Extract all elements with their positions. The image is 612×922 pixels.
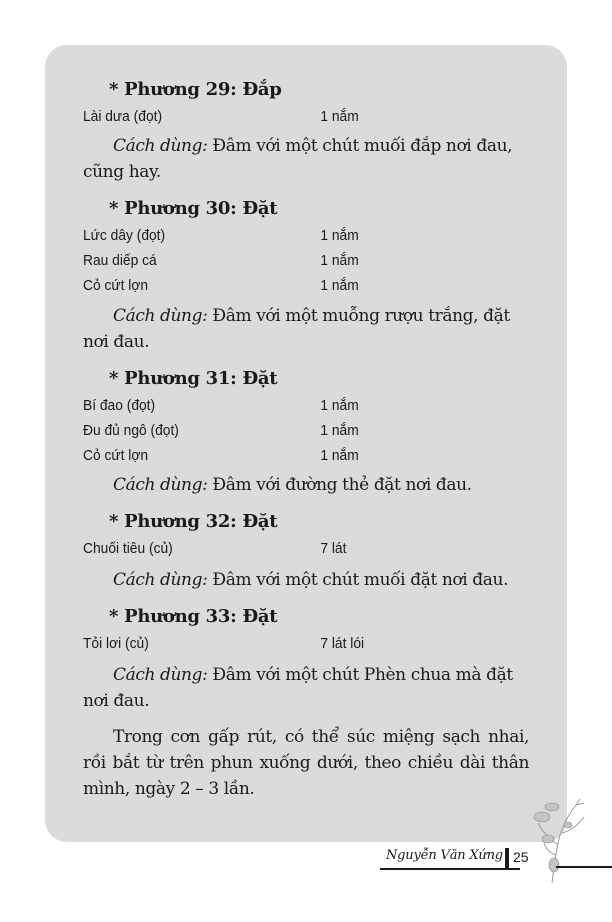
footer-separator	[505, 848, 509, 868]
remedy-33	[83, 603, 529, 714]
usage-label: Cách dùng:	[113, 665, 208, 685]
usage-paragraph: Cách dùng: Đâm với một chút muối đắp nơi đau, cũng hay.	[83, 136, 513, 182]
bullet-star-icon: *	[109, 368, 119, 389]
ingredient-qty: 1 nắm	[320, 447, 359, 464]
remedy-heading: * Phương 29: Đắp	[109, 79, 282, 100]
ingredient-name: Đu đủ ngô (đọt)	[83, 422, 179, 439]
remedy-heading: * Phương 31: Đặt	[109, 368, 278, 389]
ingredient-row	[83, 104, 493, 129]
remedy-30	[83, 195, 529, 355]
usage-paragraph: Cách dùng: Đâm với một chút Phèn chua mà đặt nơi đau.	[83, 665, 513, 711]
page-content	[83, 76, 529, 802]
ingredient-name: Lài dưa (đọt)	[83, 108, 163, 125]
usage-paragraph: Cách dùng: Đâm với một chút muối đặt nơi đau.	[113, 570, 509, 590]
ingredient-name: Tỏi lơi (củ)	[83, 635, 149, 652]
ingredient-row	[83, 536, 493, 561]
usage-label: Cách dùng:	[113, 306, 208, 326]
remedy-31	[83, 365, 529, 498]
ingredient-qty: 1 nắm	[320, 397, 359, 414]
footer-rule-left	[380, 868, 520, 870]
ingredient-name: Cỏ cứt lợn	[83, 277, 149, 294]
ingredient-row	[83, 223, 493, 248]
bullet-star-icon: *	[109, 606, 119, 627]
flower-sketch-icon	[528, 795, 588, 885]
bullet-star-icon: *	[109, 198, 119, 219]
ingredient-qty: 1 nắm	[320, 108, 359, 125]
bullet-star-icon: *	[109, 79, 119, 100]
ingredient-qty: 1 nắm	[320, 252, 359, 269]
ingredient-qty: 1 nắm	[320, 277, 359, 294]
ingredient-qty: 7 lát lói	[320, 635, 365, 652]
ingredient-qty: 1 nắm	[320, 227, 359, 244]
remedy-heading: * Phương 33: Đặt	[109, 606, 278, 627]
ingredient-row	[83, 393, 493, 418]
remedy-29	[83, 76, 529, 185]
usage-label: Cách dùng:	[113, 570, 208, 590]
ingredient-row	[83, 273, 493, 298]
ingredient-name: Cỏ cứt lợn	[83, 447, 149, 464]
usage-paragraph: Cách dùng: Đâm với đường thẻ đặt nơi đau.	[113, 475, 472, 495]
remedy-heading: * Phương 32: Đặt	[109, 511, 278, 532]
usage-label: Cách dùng:	[113, 136, 208, 156]
footer-rule-right	[556, 866, 612, 868]
ingredient-row	[83, 631, 493, 656]
closing-paragraph: Trong cơn gấp rút, có thể súc miệng sạch nhai, rồi bắt từ trên phun xuống dưới, theo chiều dài thân mình, ngày 2 – 3 lần.	[83, 727, 529, 799]
remedy-heading: * Phương 30: Đặt	[109, 198, 278, 219]
footer-author: Nguyễn Văn Xứng	[386, 848, 503, 863]
usage-label: Cách dùng:	[113, 475, 208, 495]
ingredient-row	[83, 248, 493, 273]
ingredient-name: Bí đao (đọt)	[83, 397, 156, 414]
page-number: 25	[513, 849, 529, 865]
ingredient-name: Rau diếp cá	[83, 252, 157, 269]
ingredient-name: Chuối tiêu (củ)	[83, 540, 173, 557]
ingredient-row	[83, 443, 493, 468]
remedy-32	[83, 508, 529, 593]
usage-paragraph: Cách dùng: Đâm với một muỗng rượu trắng, đặt nơi đau.	[83, 306, 510, 352]
ingredient-name: Lức dây (đọt)	[83, 227, 166, 244]
ingredient-qty: 7 lát	[320, 540, 347, 557]
ingredient-qty: 1 nắm	[320, 422, 359, 439]
ingredient-row	[83, 418, 493, 443]
bullet-star-icon: *	[109, 511, 119, 532]
